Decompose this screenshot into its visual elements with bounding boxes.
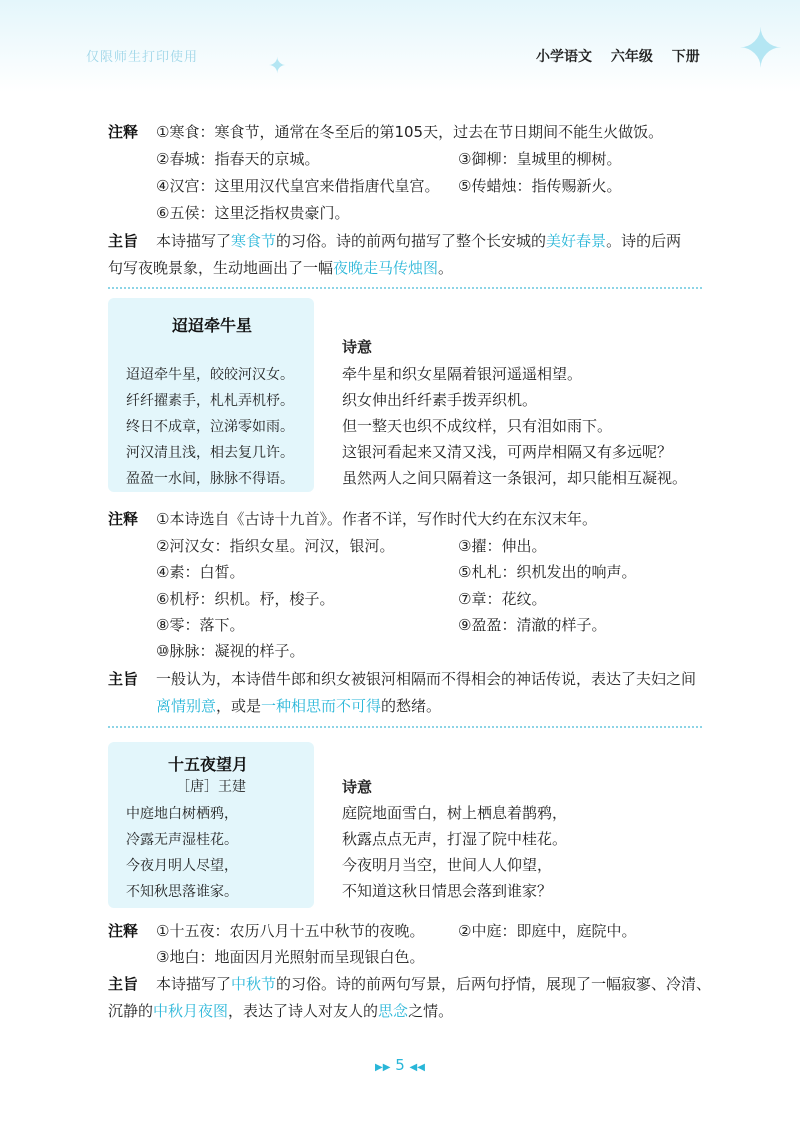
translation-line: 织女伸出纤纤素手拨弄织机。 [342, 391, 538, 409]
note-item: ②河汉女：指织女星。河汉，银河。 [156, 537, 395, 555]
poem-line: 中庭地白树栖鸦， [126, 806, 238, 822]
note-item: ④汉宫：这里用汉代皇宫来借指唐代皇宫。 [156, 177, 440, 195]
note-item: ⑩脉脉：凝视的样子。 [156, 642, 305, 660]
book-info [536, 46, 714, 66]
poem-line: 迢迢牵牛星，皎皎河汉女。 [126, 367, 294, 383]
highlight: 中秋月夜图 [153, 1002, 229, 1020]
note-item: ②春城：指春天的京城。 [156, 150, 320, 168]
highlight: 美好春景 [546, 232, 607, 250]
grade-label: 六年级 [610, 49, 653, 65]
note-item: ⑤札札：织机发出的响声。 [458, 563, 637, 581]
highlight: 离情别意 [156, 697, 217, 715]
poem-line: 河汉清且浅，相去复几许。 [126, 445, 294, 461]
theme-text: 本诗描写了中秋节的习俗。诗的前两句写景，后两句抒情，展现了一幅寂寥、冷清、 [156, 975, 712, 993]
note-item: ⑥机杼：织机。杼，梭子。 [156, 590, 335, 608]
subject-label: 小学语文 [536, 49, 592, 65]
note-item: ②中庭：即庭中，庭院中。 [458, 922, 637, 940]
note-item: ⑧零：落下。 [156, 616, 245, 634]
notes-label: 注释 [108, 922, 139, 940]
poem-line: 冷露无声湿桂花。 [126, 832, 238, 848]
theme-label: 主旨 [108, 232, 139, 250]
poem-line: 终日不成章，泣涕零如雨。 [126, 419, 294, 435]
small-star-decoration-icon: ✦ [268, 54, 287, 79]
translation-line: 这银河看起来又清又浅，可两岸相隔又有多远呢？ [342, 443, 673, 461]
poem-title: 十五夜望月 [168, 755, 249, 774]
theme-text: 沉静的中秋月夜图，表达了诗人对友人的思念之情。 [108, 1002, 454, 1020]
poem-author: ［唐］王建 [176, 779, 246, 795]
highlight: 中秋节 [231, 975, 277, 993]
translation-line: 不知道这秋日情思会落到谁家？ [342, 882, 553, 900]
note-item: ①十五夜：农历八月十五中秋节的夜晚。 [156, 922, 425, 940]
poem-title: 迢迢牵牛星 [172, 316, 253, 335]
notes-label: 注释 [108, 123, 139, 141]
translation-line: 秋露点点无声，打湿了院中桂花。 [342, 830, 568, 848]
highlight: 思念 [378, 1002, 409, 1020]
theme-text: 一般认为，本诗借牛郎和织女被银河相隔而不得相会的神话传说，表达了夫妇之间 [156, 670, 697, 688]
note-item: ⑦章：花纹。 [458, 590, 547, 608]
watermark-text: 仅限师生打印使用 [86, 50, 199, 65]
page-number-value: 5 [395, 1056, 405, 1074]
highlight: 夜晚走马传烛图 [333, 259, 439, 277]
volume-label: 下册 [671, 49, 700, 65]
poem-line: 盈盈一水间，脉脉不得语。 [126, 471, 294, 487]
page-number [370, 1056, 430, 1074]
arrow-left-icon: ◀◀ [409, 1062, 425, 1073]
note-item: ③御柳：皇城里的柳树。 [458, 150, 622, 168]
theme-label: 主旨 [108, 670, 139, 688]
note-item: ④素：白皙。 [156, 563, 245, 581]
note-item: ③擢：伸出。 [458, 537, 547, 555]
translation-line: 庭院地面雪白，树上栖息着鹊鸦， [342, 804, 568, 822]
highlight: 一种相思而不可得 [261, 697, 382, 715]
star-decoration-icon: ✦ [738, 17, 784, 80]
poem-line: 纤纤擢素手，札札弄机杼。 [126, 393, 294, 409]
translation-line: 牵牛星和织女星隔着银河遥遥相望。 [342, 365, 583, 383]
note-item: ①寒食：寒食节，通常在冬至后的第105天，过去在节日期间不能生火做饭。 [156, 123, 664, 141]
notes-label: 注释 [108, 510, 139, 528]
poem-line: 不知秋思落谁家。 [126, 884, 238, 900]
translation-title: 诗意 [342, 778, 373, 796]
note-item: ③地白：地面因月光照射而呈现银白色。 [156, 948, 425, 966]
note-item: ⑥五侯：这里泛指权贵豪门。 [156, 204, 350, 222]
theme-text: 句写夜晚景象，生动地画出了一幅夜晚走马传烛图。 [108, 259, 454, 277]
theme-text: 离情别意，或是一种相思而不可得的愁绪。 [156, 697, 442, 715]
translation-line: 今夜明月当空，世间人人仰望， [342, 856, 553, 874]
theme-label: 主旨 [108, 975, 139, 993]
theme-text: 本诗描写了寒食节的习俗。诗的前两句描写了整个长安城的美好春景。诗的后两 [156, 232, 682, 250]
translation-title: 诗意 [342, 338, 373, 356]
arrow-right-icon: ▶▶ [375, 1062, 391, 1073]
translation-line: 但一整天也织不成纹样，只有泪如雨下。 [342, 417, 613, 435]
note-item: ⑨盈盈：清澈的样子。 [458, 616, 607, 634]
translation-line: 虽然两人之间只隔着这一条银河，却只能相互凝视。 [342, 469, 688, 487]
note-item: ⑤传蜡烛：指传赐新火。 [458, 177, 622, 195]
divider [108, 287, 702, 289]
divider [108, 726, 702, 728]
poem-line: 今夜月明人尽望， [126, 858, 238, 874]
note-item: ①本诗选自《古诗十九首》。作者不详，写作时代大约在东汉末年。 [156, 510, 597, 528]
highlight: 寒食节 [231, 232, 277, 250]
